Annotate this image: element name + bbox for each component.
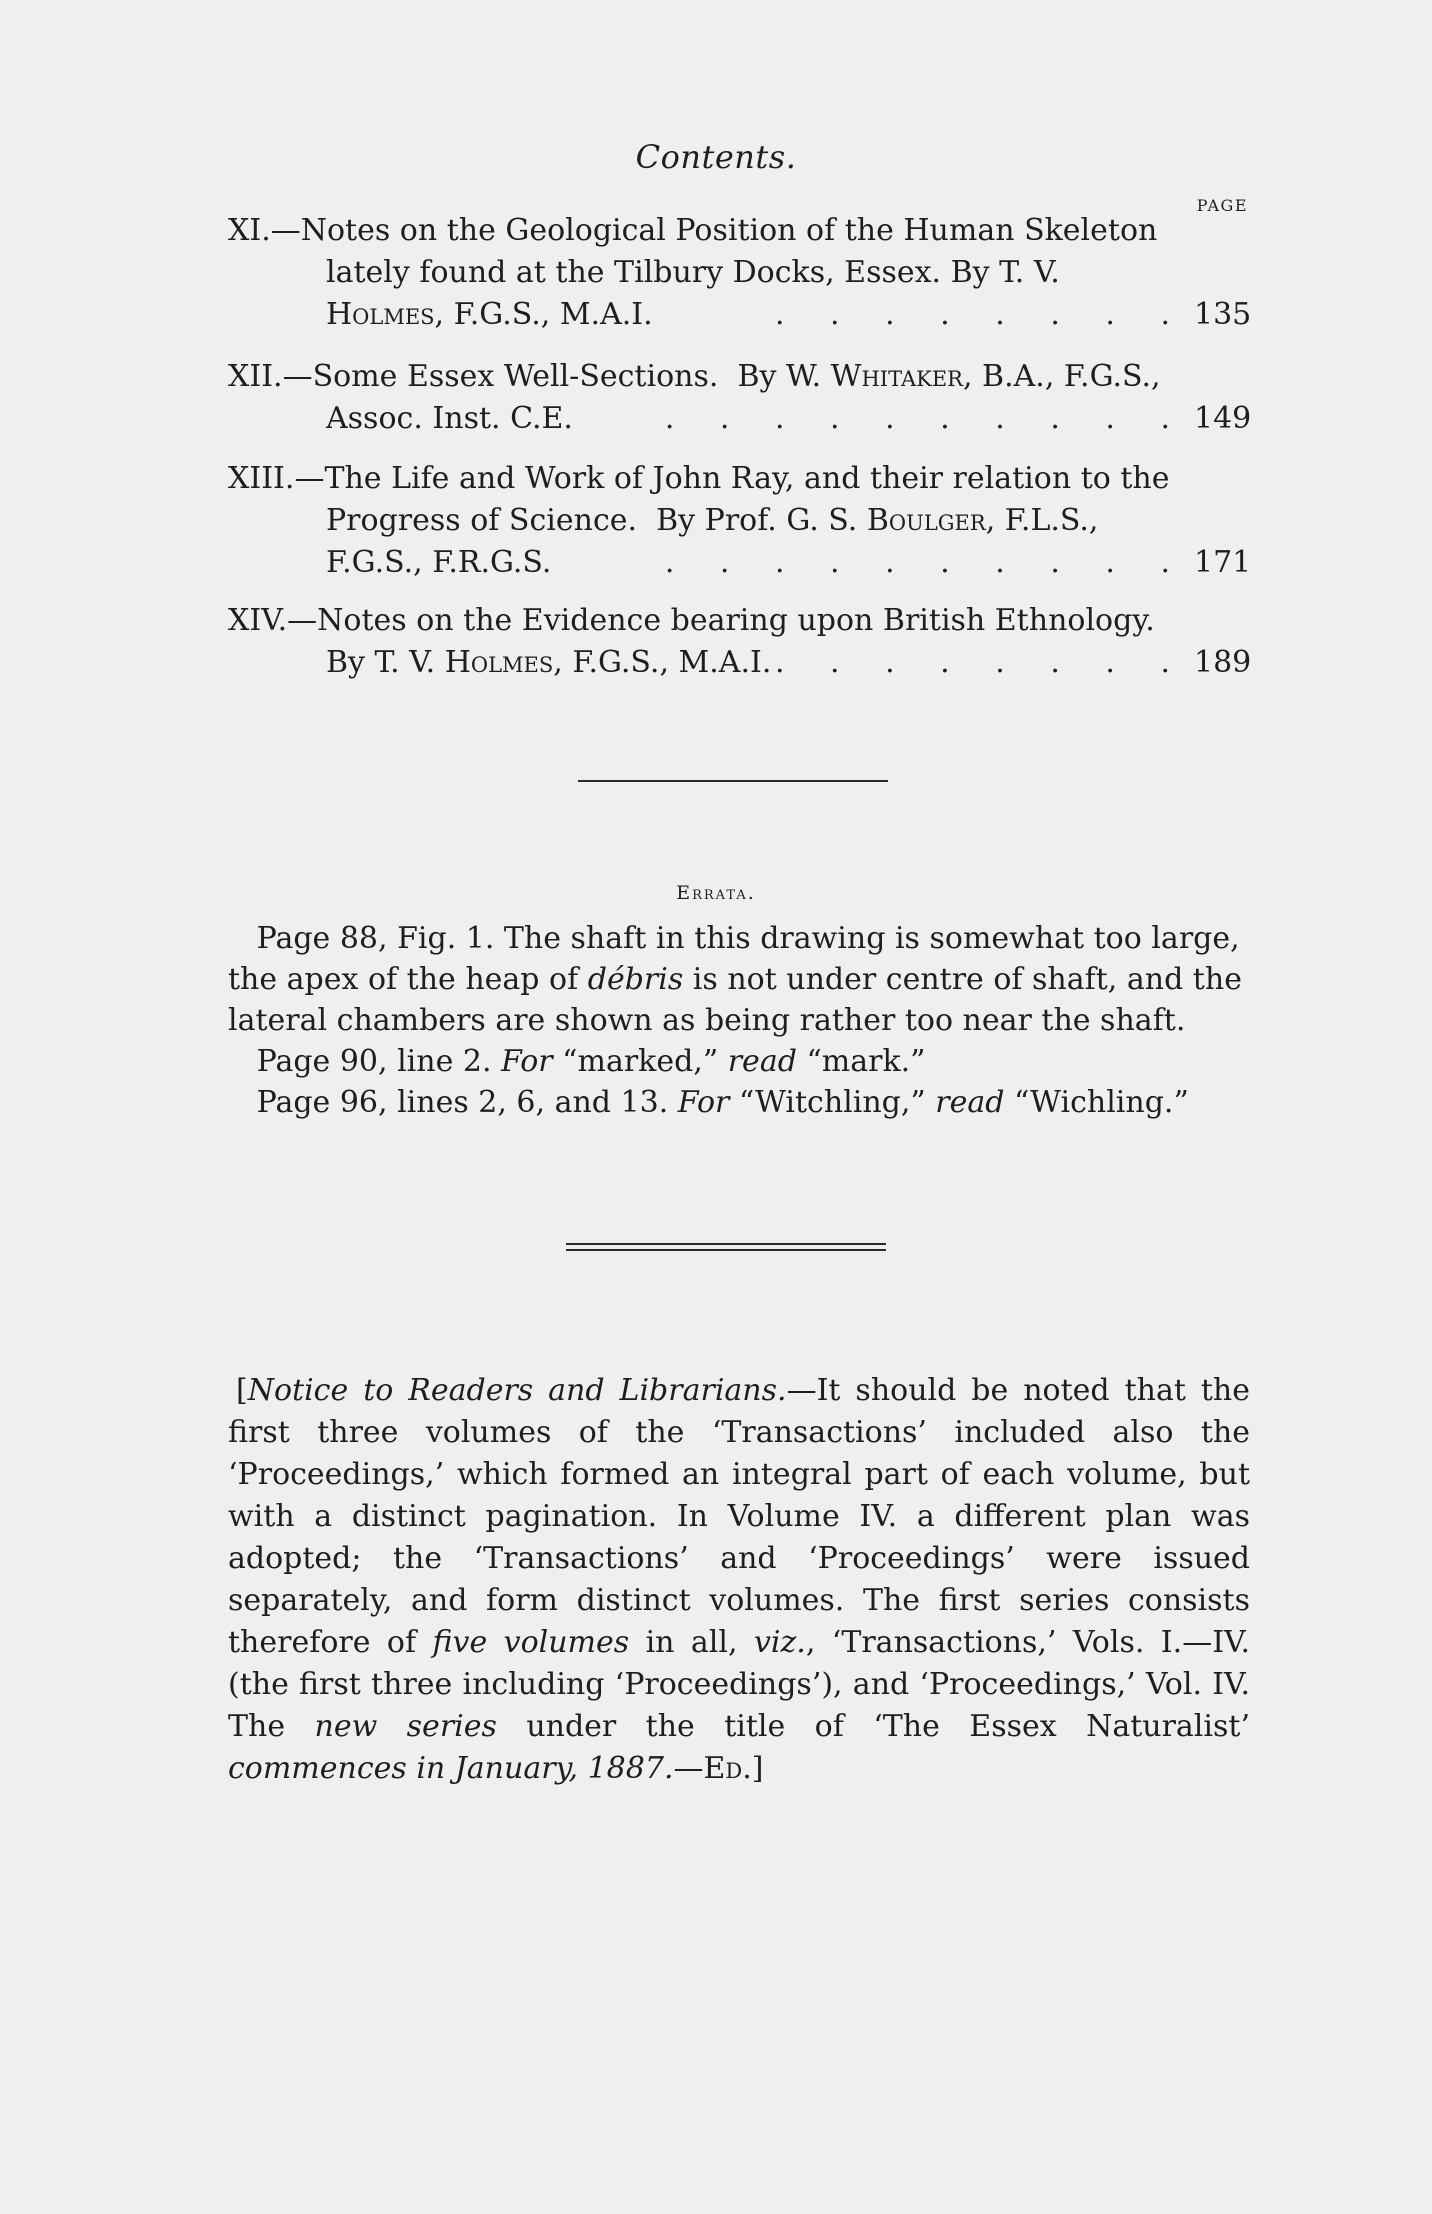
author-surname: Holmes xyxy=(326,297,435,332)
divider-rule xyxy=(578,780,888,782)
author-credentials: , F.G.S., M.A.I. xyxy=(434,297,653,332)
page-column-label: PAGE xyxy=(1196,196,1248,215)
errata-item: Page 90, line 2. For “marked,” read “mark.” xyxy=(256,1044,926,1079)
toc-line-last xyxy=(228,294,1250,336)
page-number: 171 xyxy=(1194,545,1252,580)
editor-abbrev: Ed. xyxy=(703,1751,752,1786)
toc-entry-xi xyxy=(228,210,1250,336)
toc-entry-xiii xyxy=(228,458,1250,584)
toc-line: XIV.—Notes on the Evidence bearing upon British Ethnology. xyxy=(228,603,1155,638)
author-credentials: , F.G.S., M.A.I. xyxy=(553,645,772,680)
dot-leader: . . . . . . . . . . xyxy=(664,545,1188,580)
toc-author-line: Assoc. Inst. C.E. xyxy=(326,401,573,436)
toc-line: Progress of Science. By Prof. G. S. Boulger, F.L.S., xyxy=(326,503,1099,538)
double-divider-rule xyxy=(566,1243,886,1251)
author-surname: Holmes xyxy=(444,645,554,680)
toc-author-line: F.G.S., F.R.G.S. xyxy=(326,545,552,580)
page-number: 189 xyxy=(1194,645,1252,680)
dot-leader: . . . . . . . . . . xyxy=(664,401,1188,436)
errata-title: Errata. xyxy=(676,882,756,904)
toc-line: XIII.—The Life and Work of John Ray, and their relation to the xyxy=(228,461,1170,496)
toc-entry-xii xyxy=(228,356,1250,440)
notice-heading: Notice to Readers and Librarians. xyxy=(247,1373,787,1408)
dot-leader: . . . . . . . . xyxy=(774,645,1188,680)
page-number: 135 xyxy=(1194,297,1252,332)
notice-paragraph: [Notice to Readers and Librarians.—It should be noted that the first three volumes of the ‘Transactions’ included also the ‘Proceedings,’ which formed an integral part of each volume, but with a distinct pagination. In Volume IV. a different plan was adopted; the ‘Transactions’ and ‘Proceedings’ were issued separately, and form distinct volumes. The first series consists therefore of five volumes in all, viz., ‘Transactions,’ Vols. I.—IV. (the first three including ‘Proceedings’), and ‘Proceedings,’ Vol. IV. The new series under the title of ‘The Essex Naturalist’ commences in January, 1887.—Ed.] xyxy=(228,1373,1251,1786)
toc-line: lately found at the Tilbury Docks, Essex. By T. V. xyxy=(326,255,1060,290)
toc-line-last xyxy=(228,642,1250,684)
toc-line-last xyxy=(228,542,1250,584)
toc-entry-xiv xyxy=(228,600,1250,684)
toc-author-line xyxy=(326,294,653,336)
toc-line: XII.—Some Essex Well-Sections. By W. Whitaker, B.A., F.G.S., xyxy=(228,359,1161,394)
errata-list xyxy=(228,918,1250,1123)
toc-author-line: By T. V. Holmes, F.G.S., M.A.I. xyxy=(326,645,772,680)
toc-line: XI.—Notes on the Geological Position of the Human Skeleton xyxy=(228,213,1158,248)
dot-leader: . . . . . . . . xyxy=(774,297,1188,332)
toc-line-last xyxy=(228,398,1250,440)
contents-title: Contents. xyxy=(635,138,797,176)
page-number: 149 xyxy=(1194,401,1252,436)
errata-item: Page 88, Fig. 1. The shaft in this drawing is somewhat too large, the apex of the heap of débris is not under centre of shaft, and the lateral chambers are shown as being rather too near the shaft. xyxy=(228,921,1242,1038)
errata-item: Page 96, lines 2, 6, and 13. For “Witchling,” read “Wichling.” xyxy=(256,1085,1189,1120)
